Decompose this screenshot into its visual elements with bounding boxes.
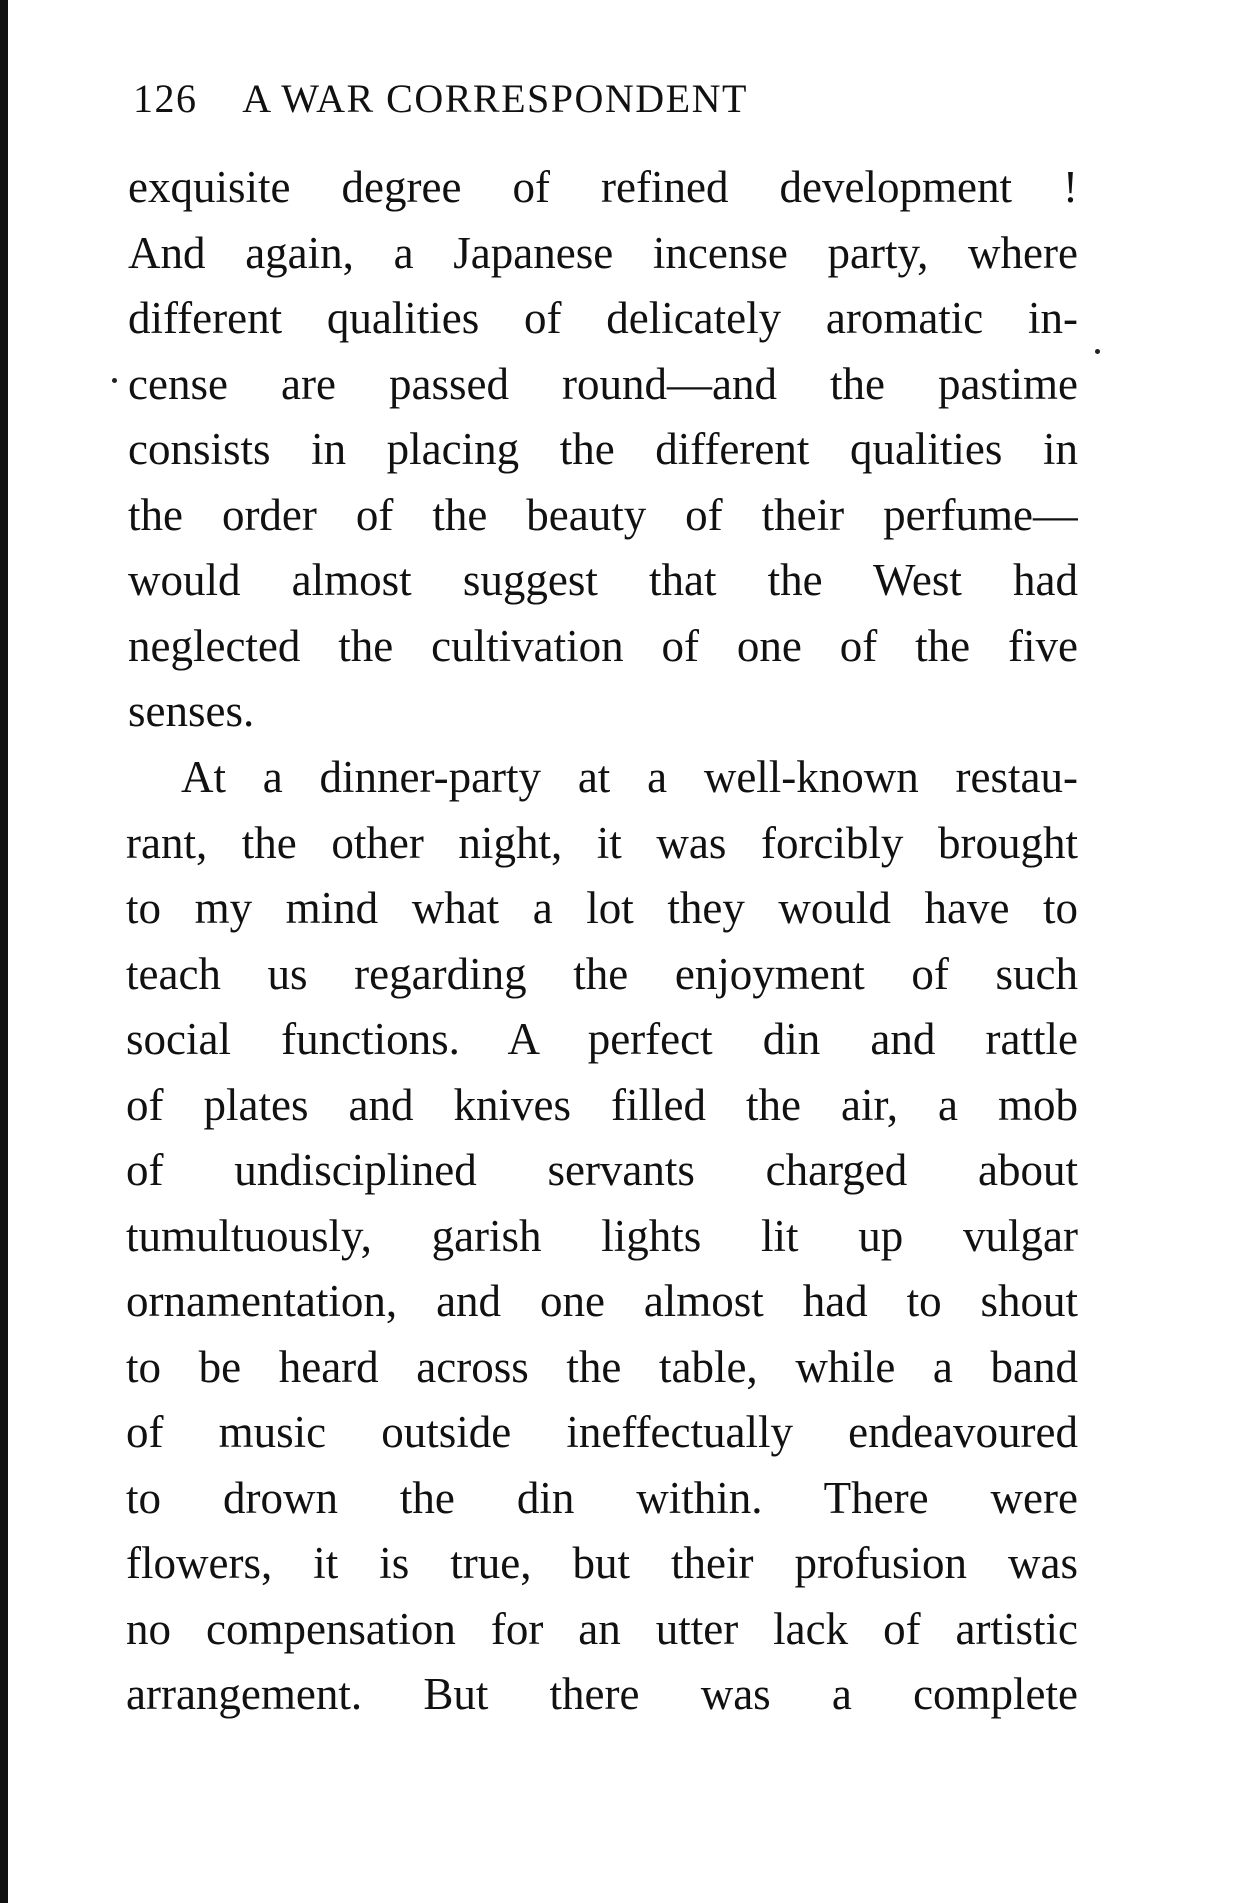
text-line: cense are passed round—and the pastime xyxy=(128,358,1078,409)
text-line: of music outside ineffectually endeavoured xyxy=(126,1407,1078,1457)
page-binding-edge xyxy=(0,0,8,1903)
text-line: to drown the din within. There were xyxy=(126,1472,1078,1523)
text-line: of plates and knives filled the air, a mob xyxy=(126,1079,1078,1130)
text-line: exquisite degree of refined development ! xyxy=(128,162,1078,212)
text-line: teach us regarding the enjoyment of such xyxy=(126,948,1078,999)
text-line: social functions. A perfect din and rattle xyxy=(126,1014,1078,1064)
text-line: ornamentation, and one almost had to shout xyxy=(126,1276,1078,1326)
print-speck xyxy=(1095,349,1100,354)
text-line: rant, the other night, it was forcibly brought xyxy=(126,817,1078,868)
text-line: no compensation for an utter lack of artistic xyxy=(126,1603,1078,1654)
text-line: arrangement. But there was a complete xyxy=(126,1669,1078,1719)
text-line: to be heard across the table, while a band xyxy=(126,1341,1078,1392)
text-line: of undisciplined servants charged about xyxy=(126,1145,1078,1195)
text-line: tumultuously, garish lights lit up vulgar xyxy=(126,1210,1078,1261)
paragraph-1 xyxy=(128,155,1078,745)
text-line: flowers, it is true, but their profusion was xyxy=(126,1538,1078,1588)
text-line: consists in placing the different qualities in xyxy=(128,424,1078,474)
paragraph-2 xyxy=(126,745,1078,1728)
text-line: would almost suggest that the West had xyxy=(128,555,1078,605)
page-header xyxy=(133,75,953,135)
text-line: different qualities of delicately aromatic in- xyxy=(128,293,1078,343)
text-line: the order of the beauty of their perfume— xyxy=(128,489,1078,540)
text-line: At a dinner-party at a well-known restau- xyxy=(181,752,1078,802)
running-title: A WAR CORRESPONDENT xyxy=(242,76,748,121)
text-line: senses. xyxy=(128,686,255,736)
text-line: neglected the cultivation of one of the five xyxy=(128,620,1078,671)
print-speck xyxy=(112,378,117,383)
page-number: 126 xyxy=(133,76,198,121)
text-line: And again, a Japanese incense party, where xyxy=(128,227,1078,278)
text-line: to my mind what a lot they would have to xyxy=(126,883,1078,933)
